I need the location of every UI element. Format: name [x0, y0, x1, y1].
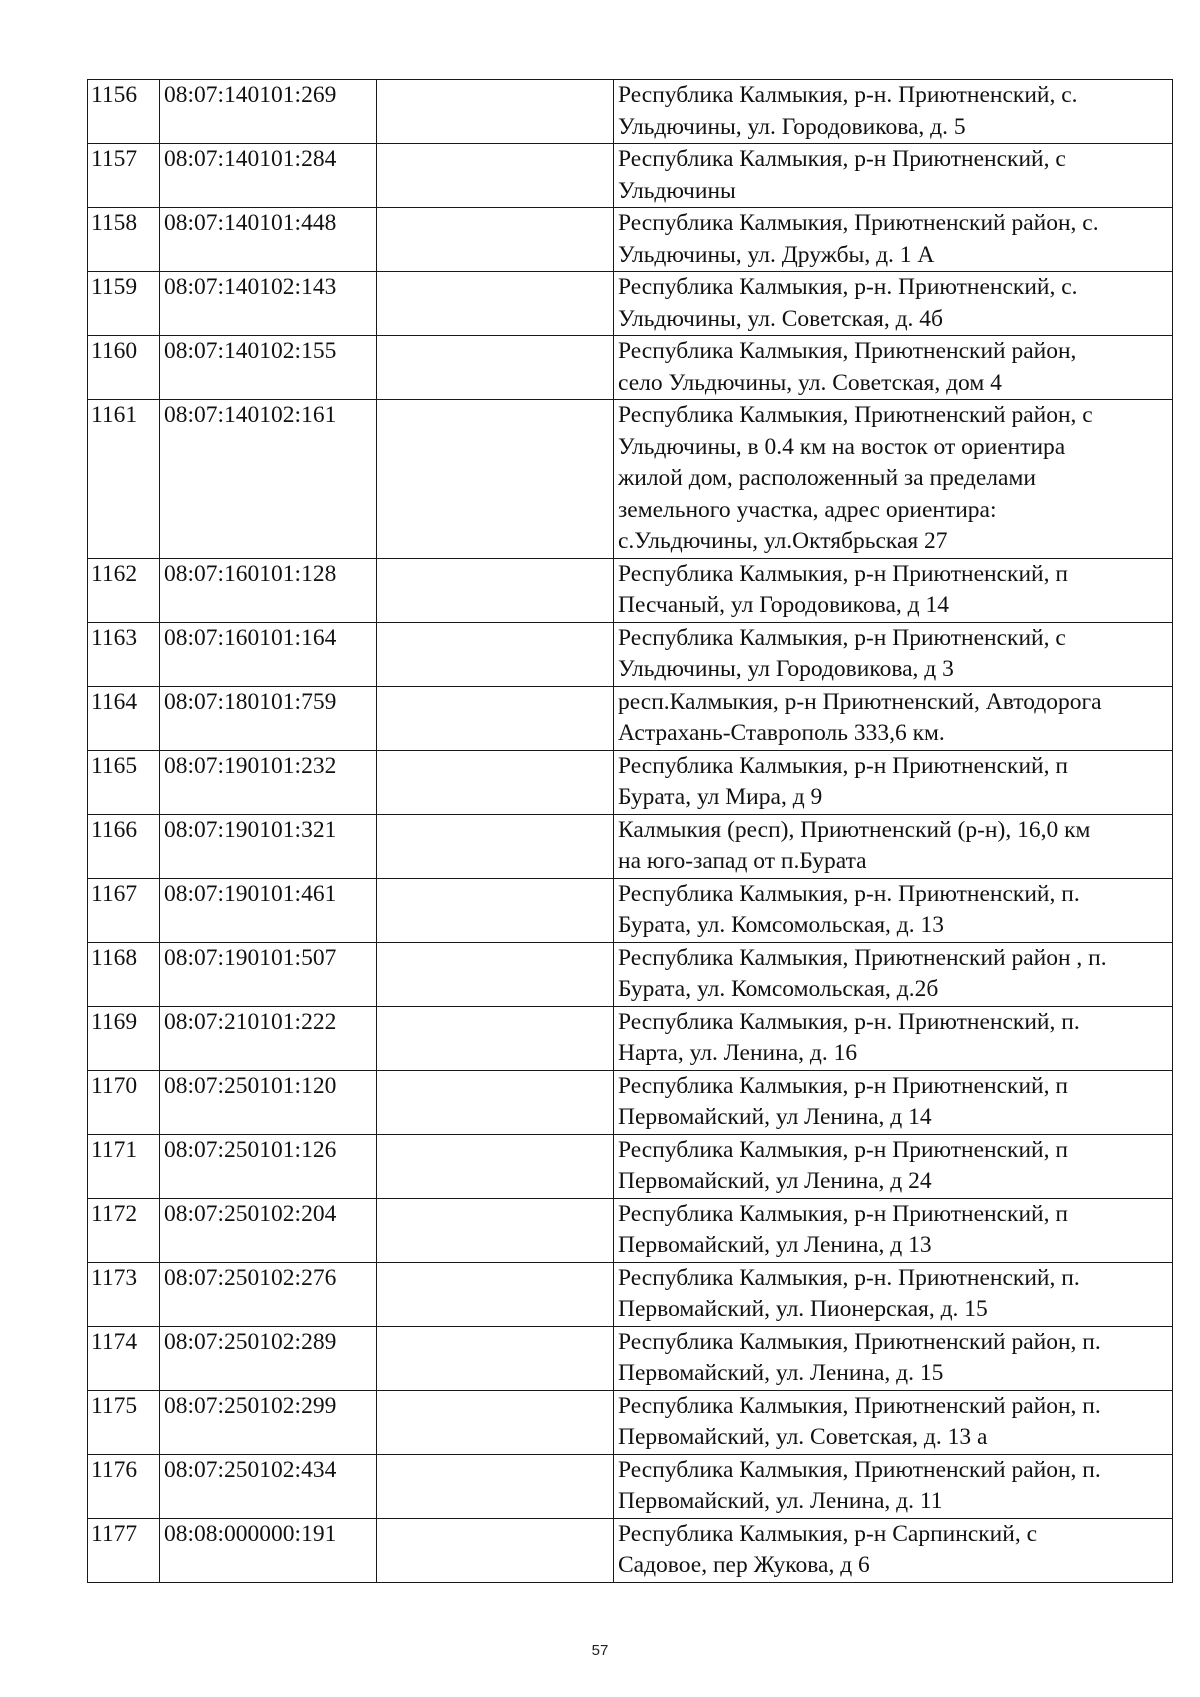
row-number-cell: 1166	[88, 814, 160, 878]
address-cell: Республика Калмыкия, Приютненский район, п. Первомайский, ул. Ленина, д. 11	[614, 1454, 1173, 1518]
cadastral-number-cell: 08:07:250102:276	[160, 1262, 377, 1326]
table-row	[88, 336, 1173, 400]
table-row	[88, 208, 1173, 272]
cadastral-number-cell: 08:07:250102:434	[160, 1454, 377, 1518]
empty-cell	[377, 686, 614, 750]
table-row	[88, 750, 1173, 814]
row-number-cell: 1176	[88, 1454, 160, 1518]
row-number-cell: 1168	[88, 942, 160, 1006]
empty-cell	[377, 1070, 614, 1134]
empty-cell	[377, 1134, 614, 1198]
cadastral-number-cell: 08:07:140101:284	[160, 144, 377, 208]
empty-cell	[377, 1326, 614, 1390]
address-cell: Республика Калмыкия, р-н Приютненский, п Первомайский, ул Ленина, д 24	[614, 1134, 1173, 1198]
row-number-cell: 1157	[88, 144, 160, 208]
row-number-cell: 1174	[88, 1326, 160, 1390]
table-row	[88, 1390, 1173, 1454]
address-cell: Республика Калмыкия, Приютненский район, село Ульдючины, ул. Советская, дом 4	[614, 336, 1173, 400]
table-row	[88, 814, 1173, 878]
row-number-cell: 1175	[88, 1390, 160, 1454]
table-row	[88, 1198, 1173, 1262]
cadastral-number-cell: 08:07:140102:155	[160, 336, 377, 400]
address-cell: Республика Калмыкия, р-н. Приютненский, п. Бурата, ул. Комсомольская, д. 13	[614, 878, 1173, 942]
table-row	[88, 686, 1173, 750]
empty-cell	[377, 1390, 614, 1454]
row-number-cell: 1177	[88, 1518, 160, 1582]
address-cell: Республика Калмыкия, р-н. Приютненский, п. Первомайский, ул. Пионерская, д. 15	[614, 1262, 1173, 1326]
empty-cell	[377, 558, 614, 622]
table-row	[88, 1518, 1173, 1582]
address-cell: Республика Калмыкия, Приютненский район, п. Первомайский, ул. Советская, д. 13 а	[614, 1390, 1173, 1454]
cadastral-number-cell: 08:07:190101:232	[160, 750, 377, 814]
row-number-cell: 1162	[88, 558, 160, 622]
address-cell: Калмыкия (респ), Приютненский (р-н), 16,0 км на юго-запад от п.Бурата	[614, 814, 1173, 878]
address-cell: Республика Калмыкия, р-н Приютненский, с Ульдючины, ул Городовикова, д 3	[614, 622, 1173, 686]
address-cell: Республика Калмыкия, р-н Сарпинский, с Садовое, пер Жукова, д 6	[614, 1518, 1173, 1582]
empty-cell	[377, 750, 614, 814]
table-row	[88, 622, 1173, 686]
cadastral-number-cell: 08:07:190101:507	[160, 942, 377, 1006]
table-row	[88, 144, 1173, 208]
empty-cell	[377, 1454, 614, 1518]
empty-cell	[377, 878, 614, 942]
cadastral-number-cell: 08:08:000000:191	[160, 1518, 377, 1582]
cadastral-number-cell: 08:07:160101:164	[160, 622, 377, 686]
row-number-cell: 1171	[88, 1134, 160, 1198]
address-cell: Республика Калмыкия, р-н Приютненский, п Песчаный, ул Городовикова, д 14	[614, 558, 1173, 622]
address-cell: Республика Калмыкия, р-н Приютненский, с Ульдючины	[614, 144, 1173, 208]
row-number-cell: 1164	[88, 686, 160, 750]
registry-table-body	[88, 80, 1173, 1583]
empty-cell	[377, 622, 614, 686]
cadastral-number-cell: 08:07:140102:143	[160, 272, 377, 336]
row-number-cell: 1160	[88, 336, 160, 400]
cadastral-number-cell: 08:07:160101:128	[160, 558, 377, 622]
cadastral-number-cell: 08:07:140102:161	[160, 400, 377, 559]
cadastral-number-cell: 08:07:190101:461	[160, 878, 377, 942]
table-row	[88, 1070, 1173, 1134]
row-number-cell: 1156	[88, 80, 160, 144]
cadastral-registry-table	[87, 79, 1173, 1583]
table-row	[88, 1454, 1173, 1518]
row-number-cell: 1170	[88, 1070, 160, 1134]
address-cell: Республика Калмыкия, р-н. Приютненский, п. Нарта, ул. Ленина, д. 16	[614, 1006, 1173, 1070]
row-number-cell: 1172	[88, 1198, 160, 1262]
address-cell: Республика Калмыкия, р-н. Приютненский, с. Ульдючины, ул. Городовикова, д. 5	[614, 80, 1173, 144]
empty-cell	[377, 1518, 614, 1582]
table-row	[88, 942, 1173, 1006]
table-row	[88, 400, 1173, 559]
cadastral-number-cell: 08:07:190101:321	[160, 814, 377, 878]
address-cell: Республика Калмыкия, р-н Приютненский, п Бурата, ул Мира, д 9	[614, 750, 1173, 814]
row-number-cell: 1158	[88, 208, 160, 272]
empty-cell	[377, 272, 614, 336]
cadastral-number-cell: 08:07:140101:269	[160, 80, 377, 144]
empty-cell	[377, 208, 614, 272]
row-number-cell: 1163	[88, 622, 160, 686]
page-number: 57	[591, 1642, 609, 1659]
address-cell: Республика Калмыкия, р-н Приютненский, п Первомайский, ул Ленина, д 14	[614, 1070, 1173, 1134]
empty-cell	[377, 80, 614, 144]
address-cell: Республика Калмыкия, Приютненский район, с. Ульдючины, ул. Дружбы, д. 1 А	[614, 208, 1173, 272]
empty-cell	[377, 1262, 614, 1326]
table-row	[88, 1134, 1173, 1198]
empty-cell	[377, 1198, 614, 1262]
address-cell: Республика Калмыкия, р-н. Приютненский, с. Ульдючины, ул. Советская, д. 4б	[614, 272, 1173, 336]
cadastral-number-cell: 08:07:210101:222	[160, 1006, 377, 1070]
cadastral-number-cell: 08:07:250102:289	[160, 1326, 377, 1390]
cadastral-number-cell: 08:07:250101:126	[160, 1134, 377, 1198]
empty-cell	[377, 336, 614, 400]
cadastral-number-cell: 08:07:250102:204	[160, 1198, 377, 1262]
cadastral-number-cell: 08:07:250101:120	[160, 1070, 377, 1134]
address-cell: Республика Калмыкия, Приютненский район, с Ульдючины, в 0.4 км на восток от ориентира жилой дом, расположенный за пределами земельного участка, адрес ориентира: с.Ульдючины, ул.Октябрьская 27	[614, 400, 1173, 559]
row-number-cell: 1165	[88, 750, 160, 814]
empty-cell	[377, 144, 614, 208]
row-number-cell: 1169	[88, 1006, 160, 1070]
table-row	[88, 558, 1173, 622]
cadastral-number-cell: 08:07:180101:759	[160, 686, 377, 750]
address-cell: Республика Калмыкия, Приютненский район, п. Первомайский, ул. Ленина, д. 15	[614, 1326, 1173, 1390]
empty-cell	[377, 942, 614, 1006]
table-row	[88, 1006, 1173, 1070]
empty-cell	[377, 1006, 614, 1070]
empty-cell	[377, 400, 614, 559]
cadastral-number-cell: 08:07:140101:448	[160, 208, 377, 272]
address-cell: Республика Калмыкия, р-н Приютненский, п Первомайский, ул Ленина, д 13	[614, 1198, 1173, 1262]
row-number-cell: 1161	[88, 400, 160, 559]
row-number-cell: 1159	[88, 272, 160, 336]
table-row	[88, 1262, 1173, 1326]
row-number-cell: 1173	[88, 1262, 160, 1326]
row-number-cell: 1167	[88, 878, 160, 942]
table-row	[88, 878, 1173, 942]
table-row	[88, 1326, 1173, 1390]
address-cell: респ.Калмыкия, р-н Приютненский, Автодорога Астрахань-Ставрополь 333,6 км.	[614, 686, 1173, 750]
empty-cell	[377, 814, 614, 878]
cadastral-number-cell: 08:07:250102:299	[160, 1390, 377, 1454]
address-cell: Республика Калмыкия, Приютненский район , п. Бурата, ул. Комсомольская, д.2б	[614, 942, 1173, 1006]
table-row	[88, 272, 1173, 336]
table-row	[88, 80, 1173, 144]
